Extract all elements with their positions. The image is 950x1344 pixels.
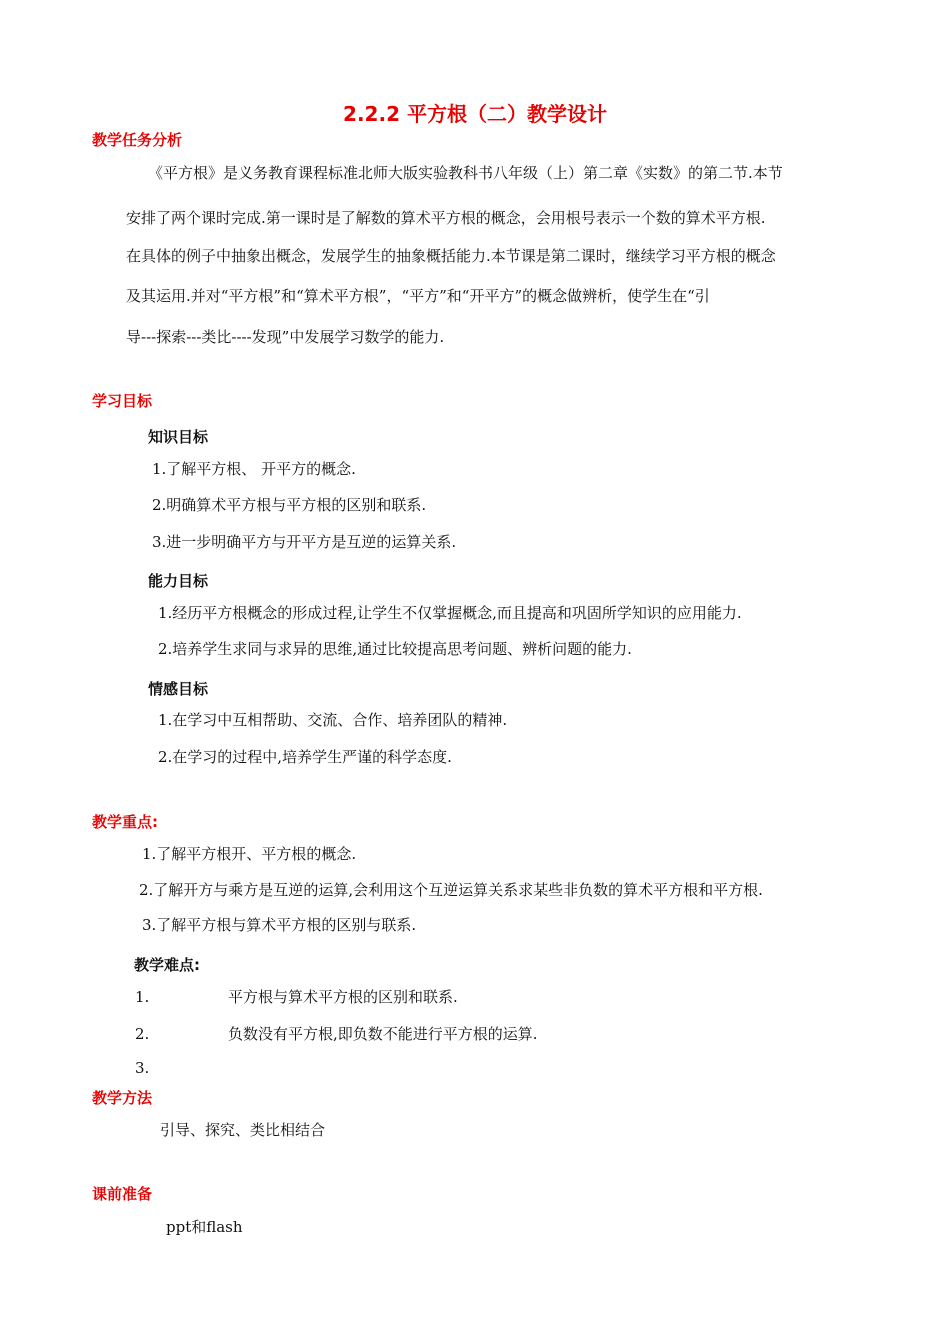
method-heading: 教学方法 bbox=[92, 1089, 153, 1107]
task-analysis-line-3: 在具体的例子中抽象出概念，发展学生的抽象概括能力.本节课是第二课时，继续学习平方根的概念 bbox=[126, 247, 776, 265]
emotion-item-2: 2.在学习的过程中,培养学生严谨的科学态度. bbox=[158, 748, 452, 766]
method-text: 引导、探究、类比相结合 bbox=[160, 1121, 326, 1139]
key-point-2: 2.了解开方与乘方是互逆的运算,会利用这个互逆运算关系求某些非负数的算术平方根和平方根. bbox=[139, 881, 763, 899]
difficulty-text-1: 平方根与算术平方根的区别和联系. bbox=[228, 988, 458, 1006]
ability-item-1: 1.经历平方根概念的形成过程,让学生不仅掌握概念,而且提高和巩固所学知识的应用能力. bbox=[158, 604, 742, 622]
difficulty-number-3: 3. bbox=[135, 1059, 150, 1077]
ability-objectives-heading: 能力目标 bbox=[148, 572, 209, 590]
preparation-heading: 课前准备 bbox=[92, 1185, 153, 1203]
preparation-text: ppt和flash bbox=[166, 1218, 243, 1236]
knowledge-item-2: 2.明确算术平方根与平方根的区别和联系. bbox=[152, 496, 427, 514]
task-analysis-line-5: 导---探索---类比----发现”中发展学习数学的能力. bbox=[126, 328, 445, 346]
key-point-1: 1.了解平方根开、平方根的概念. bbox=[142, 845, 357, 863]
emotion-item-1: 1.在学习中互相帮助、交流、合作、培养团队的精神. bbox=[158, 711, 508, 729]
knowledge-item-3: 3.进一步明确平方与开平方是互逆的运算关系. bbox=[152, 533, 457, 551]
ability-item-2: 2.培养学生求同与求异的思维,通过比较提高思考问题、辨析问题的能力. bbox=[158, 640, 632, 658]
key-points-heading: 教学重点: bbox=[92, 813, 158, 831]
emotion-objectives-heading: 情感目标 bbox=[148, 680, 209, 698]
knowledge-item-1: 1.了解平方根、 开平方的概念. bbox=[152, 460, 356, 478]
objectives-heading: 学习目标 bbox=[92, 392, 153, 410]
difficulty-number-1: 1. bbox=[135, 988, 150, 1006]
difficulty-text-2: 负数没有平方根,即负数不能进行平方根的运算. bbox=[228, 1025, 538, 1043]
task-analysis-line-4: 及其运用.并对“平方根”和“算术平方根”，“平方”和“开平方”的概念做辨析，使学生在“引 bbox=[126, 287, 710, 305]
key-point-3: 3.了解平方根与算术平方根的区别与联系. bbox=[142, 916, 417, 934]
difficulties-heading: 教学难点: bbox=[134, 956, 200, 974]
task-analysis-heading: 教学任务分析 bbox=[92, 131, 183, 149]
difficulty-number-2: 2. bbox=[135, 1025, 150, 1043]
task-analysis-line-2: 安排了两个课时完成.第一课时是了解数的算术平方根的概念，会用根号表示一个数的算术平方根. bbox=[126, 209, 766, 227]
document-title: 2.2.2 平方根（二）教学设计 bbox=[343, 102, 607, 126]
knowledge-objectives-heading: 知识目标 bbox=[148, 428, 209, 446]
task-analysis-line-1: 《平方根》是义务教育课程标准北师大版实验教科书八年级（上）第二章《实数》的第二节.本节 bbox=[148, 164, 783, 182]
